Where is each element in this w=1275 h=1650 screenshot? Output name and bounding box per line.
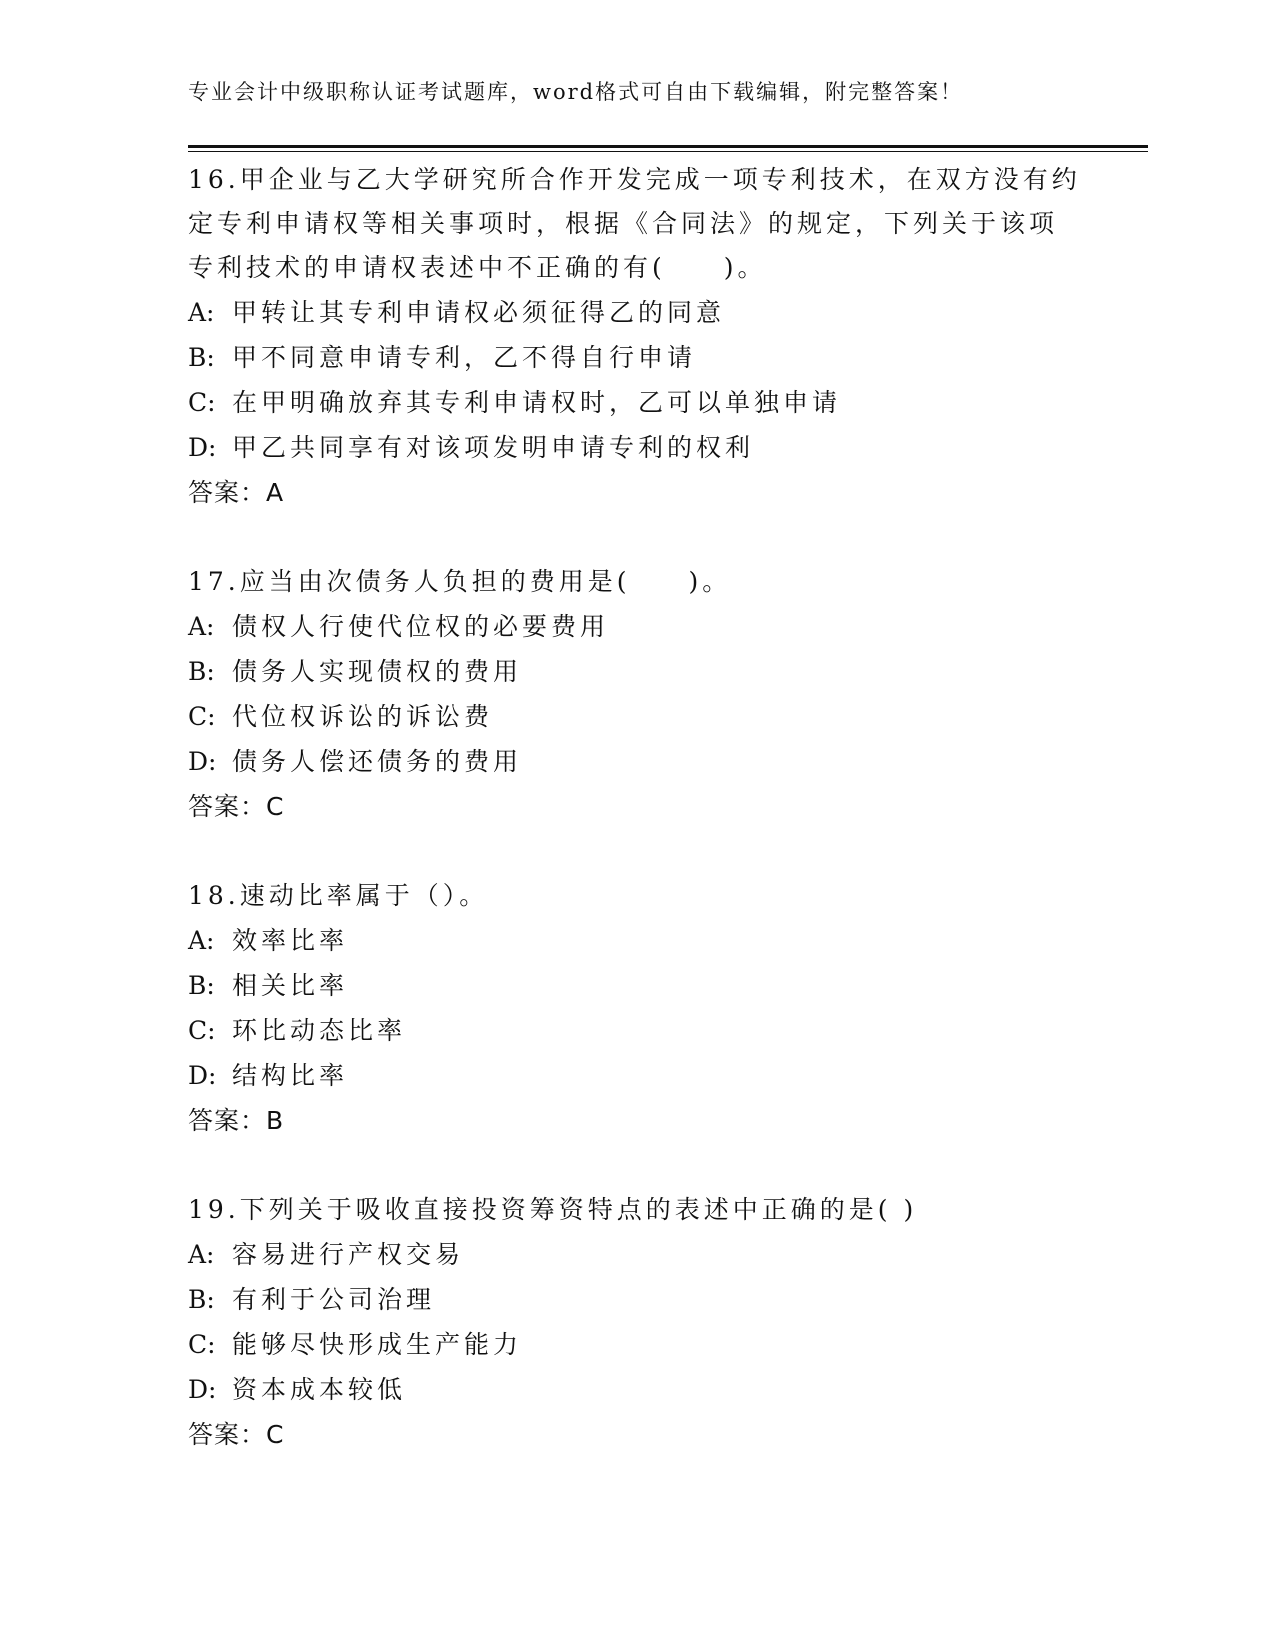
- option-c: [188, 1322, 1148, 1367]
- answer-line: 答案：B: [188, 1106, 285, 1135]
- question-spacer: [188, 1143, 1148, 1188]
- option-c: [188, 694, 1148, 739]
- option-text: 资本成本较低: [232, 1375, 407, 1404]
- question-stem-line: 16.甲企业与乙大学研究所合作开发完成一项专利技术，在双方没有约: [188, 165, 1081, 194]
- option-text: 债务人偿还债务的费用: [232, 747, 523, 776]
- question-18: [188, 874, 1148, 1143]
- header-rule-thin: [188, 151, 1148, 152]
- option-text: 容易进行产权交易: [232, 1240, 465, 1269]
- option-key: C:: [188, 1016, 216, 1045]
- option-key: A:: [188, 1240, 215, 1269]
- option-text: 有利于公司治理: [232, 1285, 436, 1314]
- option-text: 甲不同意申请专利，乙不得自行申请: [232, 343, 697, 372]
- question-19: [188, 1188, 1148, 1457]
- question-stem-line: 18.速动比率属于（）。: [188, 881, 489, 910]
- option-text: 甲转让其专利申请权必须征得乙的同意: [232, 298, 726, 327]
- option-key: B:: [188, 657, 215, 686]
- option-c: [188, 380, 1148, 425]
- question-stem-line: 17.应当由次债务人负担的费用是( )。: [188, 567, 732, 596]
- option-text: 能够尽快形成生产能力: [232, 1330, 523, 1359]
- option-key: D:: [188, 433, 217, 462]
- question-17: [188, 560, 1148, 829]
- option-text: 甲乙共同享有对该项发明申请专利的权利: [232, 433, 755, 462]
- question-spacer: [188, 829, 1148, 874]
- option-text: 在甲明确放弃其专利申请权时，乙可以单独申请: [232, 388, 842, 417]
- option-text: 效率比率: [232, 926, 349, 955]
- option-a: [188, 918, 1148, 963]
- answer-line: 答案：C: [188, 792, 285, 821]
- option-text: 环比动态比率: [232, 1016, 407, 1045]
- question-spacer: [188, 515, 1148, 560]
- option-key: A:: [188, 926, 215, 955]
- option-key: D:: [188, 1061, 217, 1090]
- option-key: A:: [188, 612, 215, 641]
- option-key: D:: [188, 1375, 217, 1404]
- option-a: [188, 290, 1148, 335]
- question-stem-line: 19.下列关于吸收直接投资筹资特点的表述中正确的是( ): [188, 1195, 918, 1224]
- option-key: A:: [188, 298, 215, 327]
- option-a: [188, 604, 1148, 649]
- option-b: [188, 335, 1148, 380]
- option-d: [188, 1053, 1148, 1098]
- question-stem-line: 专利技术的申请权表述中不正确的有( )。: [188, 253, 767, 282]
- answer-line: 答案：C: [188, 1420, 285, 1449]
- option-d: [188, 739, 1148, 784]
- option-text: 债权人行使代位权的必要费用: [232, 612, 610, 641]
- option-b: [188, 1277, 1148, 1322]
- option-text: 相关比率: [232, 971, 349, 1000]
- option-b: [188, 963, 1148, 1008]
- option-key: C:: [188, 702, 216, 731]
- option-key: B:: [188, 971, 215, 1000]
- option-text: 代位权诉讼的诉讼费: [232, 702, 494, 731]
- option-key: C:: [188, 1330, 216, 1359]
- option-d: [188, 1367, 1148, 1412]
- answer-line: 答案：A: [188, 478, 285, 507]
- option-a: [188, 1232, 1148, 1277]
- option-text: 结构比率: [232, 1061, 349, 1090]
- option-key: C:: [188, 388, 216, 417]
- option-key: D:: [188, 747, 217, 776]
- option-c: [188, 1008, 1148, 1053]
- header-rule-thick: [188, 145, 1148, 148]
- option-key: B:: [188, 343, 215, 372]
- option-text: 债务人实现债权的费用: [232, 657, 523, 686]
- option-d: [188, 425, 1148, 470]
- question-stem-line: 定专利申请权等相关事项时，根据《合同法》的规定，下列关于该项: [188, 209, 1059, 238]
- question-list: [188, 158, 1148, 1457]
- option-key: B:: [188, 1285, 215, 1314]
- option-b: [188, 649, 1148, 694]
- page-header: 专业会计中级职称认证考试题库，word格式可自由下载编辑，附完整答案！: [188, 80, 964, 104]
- question-16: [188, 158, 1148, 515]
